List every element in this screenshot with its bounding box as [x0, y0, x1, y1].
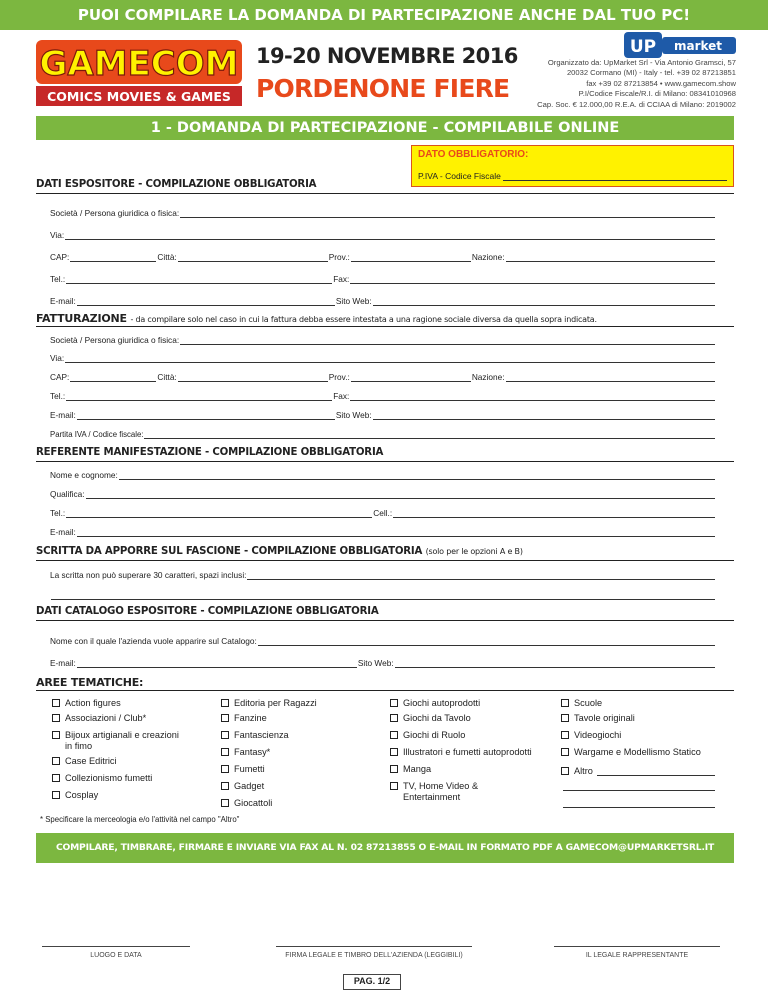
checkbox[interactable]: [52, 757, 60, 765]
scritta-row-2: [50, 589, 716, 600]
fatt-prov-field[interactable]: [351, 373, 471, 382]
mandatory-box: [411, 145, 734, 187]
cat-nome-row: Nome con il quale l'azienda vuole apparire sul Catalogo:: [50, 635, 716, 646]
signature-line[interactable]: [554, 946, 720, 947]
checkbox[interactable]: [221, 731, 229, 739]
scritta-header: SCRITTA DA APPORRE SUL FASCIONE - COMPILAZIONE OBBLIGATORIA (solo per le opzioni A e B): [36, 546, 523, 557]
fatturazione-header: FATTURAZIONE - da compilare solo nel caso in cui la fattura debba essere intestata a una ragione sociale diversa da quella sopra indicata.: [36, 312, 597, 325]
area-item[interactable]: Tavole originali: [561, 713, 635, 724]
area-item[interactable]: Collezionismo fumetti: [52, 773, 152, 784]
espositore-citta-field[interactable]: [178, 253, 328, 262]
organizer-line: P.I/Codice Fiscale/R.I. di Milano: 08341010968: [578, 89, 736, 99]
checkbox[interactable]: [561, 731, 569, 739]
espositore-via-field[interactable]: [65, 231, 715, 240]
area-item[interactable]: Giochi autoprodotti: [390, 698, 480, 709]
scritta-field-2[interactable]: [51, 591, 715, 600]
event-place: PORDENONE FIERE: [256, 74, 510, 103]
espositore-cap-field[interactable]: [70, 253, 156, 262]
espositore-tel-field[interactable]: [66, 275, 332, 284]
ref-cell-field[interactable]: [393, 509, 715, 518]
divider: [36, 620, 734, 621]
fatt-tel-field[interactable]: [66, 392, 332, 401]
checkbox[interactable]: [52, 699, 60, 707]
fatt-email-field[interactable]: [77, 411, 335, 420]
fatt-via-field[interactable]: [65, 354, 715, 363]
area-item[interactable]: Associazioni / Club*: [52, 713, 146, 724]
divider: [36, 326, 734, 327]
area-item[interactable]: Videogiochi: [561, 730, 621, 741]
ref-nome-row: Nome e cognome:: [50, 469, 716, 480]
altro-field-3[interactable]: [563, 798, 715, 808]
scritta-row: La scritta non può superare 30 caratteri, spazi inclusi:: [50, 569, 716, 580]
checkbox[interactable]: [52, 791, 60, 799]
checkbox[interactable]: [221, 765, 229, 773]
signature-line[interactable]: [276, 946, 472, 947]
area-item[interactable]: Illustratori e fumetti autoprodotti: [390, 747, 532, 758]
upmarket-logo: [624, 32, 736, 58]
logo-title: GAMECOM: [39, 44, 239, 84]
fatt-citta-field[interactable]: [178, 373, 328, 382]
fatt-sito-field[interactable]: [373, 411, 715, 420]
espositore-fax-field[interactable]: [350, 275, 715, 284]
espositore-societa-row: Società / Persona giuridica o fisica:: [50, 207, 716, 218]
ref-tel-row: Tel.: Cell.:: [50, 507, 716, 518]
area-item[interactable]: Fumetti: [221, 764, 265, 775]
checkbox[interactable]: [390, 782, 398, 790]
espositore-societa-field[interactable]: [180, 209, 715, 218]
fatt-tel-row: Tel.: Fax:: [50, 390, 716, 401]
fatt-societa-row: Società / Persona giuridica o fisica:: [50, 334, 716, 345]
luogo-label: LUOGO E DATA: [90, 952, 142, 959]
fatt-societa-field[interactable]: [180, 336, 715, 345]
divider: [36, 461, 734, 462]
area-item[interactable]: Manga: [390, 764, 431, 775]
checkbox[interactable]: [52, 731, 60, 739]
checkbox[interactable]: [561, 748, 569, 756]
espositore-tel-row: Tel.: Fax:: [50, 273, 716, 284]
svg-text:market: market: [673, 39, 723, 53]
checkbox[interactable]: [561, 714, 569, 722]
altro-field-2[interactable]: [563, 781, 715, 791]
fatt-cap-row: CAP: Città: Prov.: Nazione:: [50, 371, 716, 382]
checkbox[interactable]: [390, 714, 398, 722]
organizer-line: 20032 Cormano (MI) - Italy - tel. +39 02 87213851: [566, 68, 736, 78]
espositore-header: DATI ESPOSITORE - COMPILAZIONE OBBLIGATORIA: [36, 179, 317, 190]
fatt-cap-field[interactable]: [70, 373, 156, 382]
checkbox[interactable]: [221, 799, 229, 807]
top-banner: PUOI COMPILARE LA DOMANDA DI PARTECIPAZIONE ANCHE DAL TUO PC!: [0, 0, 768, 30]
referente-header: REFERENTE MANIFESTAZIONE - COMPILAZIONE OBBLIGATORIA: [36, 447, 384, 458]
divider: [36, 193, 734, 194]
scritta-field[interactable]: [247, 571, 715, 580]
area-item[interactable]: Bijoux artigianali e creazioni in fimo: [52, 730, 182, 752]
espositore-email-row: E-mail: Sito Web:: [50, 295, 716, 306]
page-number: PAG. 1/2: [343, 974, 401, 990]
ref-email-field[interactable]: [77, 528, 715, 537]
area-item[interactable]: Case Editrici: [52, 756, 117, 767]
divider: [36, 560, 734, 561]
divider: [36, 690, 734, 691]
piva-field[interactable]: [503, 172, 727, 181]
mandatory-title: DATO OBBLIGATORIO:: [418, 149, 529, 160]
checkbox[interactable]: [390, 748, 398, 756]
signature-line[interactable]: [42, 946, 190, 947]
fatt-fax-field[interactable]: [350, 392, 715, 401]
fatt-nazione-field[interactable]: [506, 373, 715, 382]
aree-header: AREE TEMATICHE:: [36, 676, 144, 689]
espositore-prov-field[interactable]: [351, 253, 471, 262]
cat-sito-field[interactable]: [395, 659, 715, 668]
firma-label: FIRMA LEGALE E TIMBRO DELL'AZIENDA (LEGGIBILI): [285, 952, 463, 959]
area-item[interactable]: Giochi da Tavolo: [390, 713, 471, 724]
gamecom-logo: [36, 40, 242, 108]
checkbox[interactable]: [52, 714, 60, 722]
espositore-via-row: Via:: [50, 229, 716, 240]
checkbox[interactable]: [221, 782, 229, 790]
ref-nome-field[interactable]: [119, 471, 715, 480]
checkbox[interactable]: [390, 731, 398, 739]
espositore-email-field[interactable]: [77, 297, 335, 306]
area-item[interactable]: Gadget: [221, 781, 264, 792]
ref-email-row: E-mail:: [50, 526, 716, 537]
area-item[interactable]: Giochi di Ruolo: [390, 730, 465, 741]
catalogo-header: DATI CATALOGO ESPOSITORE - COMPILAZIONE OBBLIGATORIA: [36, 606, 379, 617]
fatt-piva-row: Partita IVA / Codice fiscale:: [50, 428, 716, 439]
section-title: 1 - DOMANDA DI PARTECIPAZIONE - COMPILABILE ONLINE: [36, 116, 734, 140]
area-item[interactable]: Scuole: [561, 698, 602, 709]
event-dates: 19-20 NOVEMBRE 2016: [256, 44, 518, 68]
legale-label: IL LEGALE RAPPRESENTANTE: [585, 952, 689, 959]
fatt-via-row: Via:: [50, 352, 716, 363]
cat-nome-field[interactable]: [258, 637, 715, 646]
checkbox[interactable]: [221, 714, 229, 722]
organizer-line: fax +39 02 87213854 • www.gamecom.show: [586, 78, 736, 88]
espositore-nazione-field[interactable]: [506, 253, 715, 262]
instructions-bar: COMPILARE, TIMBRARE, FIRMARE E INVIARE VIA FAX AL N. 02 87213855 O E-MAIL IN FORMATO PDF A GAMECOM@UPMARKETSRL.IT: [36, 833, 734, 863]
area-item[interactable]: Editoria per Ragazzi: [221, 698, 317, 709]
espositore-sito-field[interactable]: [373, 297, 715, 306]
checkbox[interactable]: [561, 699, 569, 707]
area-item[interactable]: Fanzine: [221, 713, 267, 724]
checkbox[interactable]: [390, 765, 398, 773]
organizer-line: Organizzato da: UpMarket Srl - Via Antonio Gramsci, 57: [547, 58, 736, 67]
cat-email-field[interactable]: [77, 659, 357, 668]
ref-tel-field[interactable]: [66, 509, 372, 518]
logo-subtitle: COMICS MOVIES & GAMES: [47, 89, 231, 104]
svg-text:UP: UP: [629, 37, 657, 57]
area-item[interactable]: TV, Home Video & Entertainment: [390, 781, 530, 803]
area-item-altro[interactable]: Altro: [561, 766, 715, 777]
checkbox[interactable]: [221, 748, 229, 756]
organizer-block: [520, 32, 736, 110]
fatt-piva-field[interactable]: [144, 430, 715, 439]
ref-qualifica-row: Qualifica:: [50, 488, 716, 499]
cat-email-row: E-mail: Sito Web:: [50, 657, 716, 668]
ref-qualifica-field[interactable]: [86, 490, 715, 499]
espositore-cap-row: CAP: Città: Prov.: Nazione:: [50, 251, 716, 262]
area-item[interactable]: Wargame e Modellismo Statico: [561, 747, 701, 758]
checkbox[interactable]: [390, 699, 398, 707]
organizer-line: Cap. Soc. € 12.000,00 R.E.A. di CCIAA di Milano: 2019002: [537, 99, 736, 109]
piva-label: P.IVA - Codice Fiscale: [418, 171, 501, 181]
fatt-email-row: E-mail: Sito Web:: [50, 409, 716, 420]
checkbox[interactable]: [52, 774, 60, 782]
area-item[interactable]: Action figures: [52, 698, 121, 709]
checkbox[interactable]: [221, 699, 229, 707]
altro-field[interactable]: [597, 766, 715, 776]
footnote: * Specificare la merceologia e/o l'attività nel campo "Altro": [40, 815, 240, 824]
checkbox[interactable]: [561, 767, 569, 775]
area-item[interactable]: Fantascienza: [221, 730, 289, 741]
area-item[interactable]: Cosplay: [52, 790, 98, 801]
area-item[interactable]: Fantasy*: [221, 747, 270, 758]
area-item[interactable]: Giocattoli: [221, 798, 272, 809]
